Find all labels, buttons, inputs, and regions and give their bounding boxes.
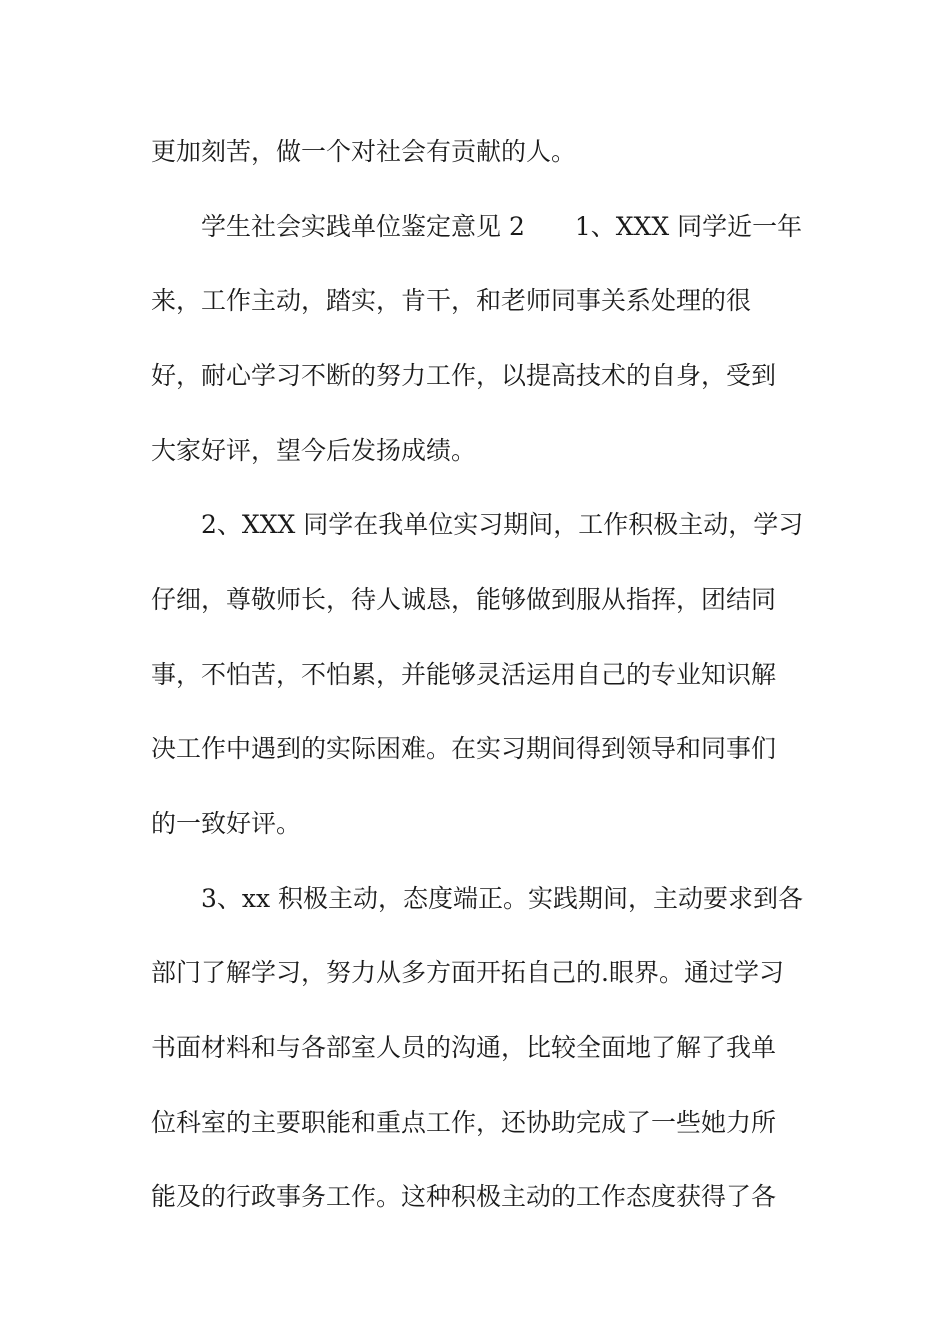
text-line: 事，不怕苦，不怕累，并能够灵活运用自己的专业知识解: [151, 660, 777, 689]
text-line: 决工作中遇到的实际困难。在实习期间得到领导和同事们: [151, 734, 777, 763]
text-line: 书面材料和与各部室人员的沟通，比较全面地了解了我单: [151, 1033, 777, 1062]
text-line: 位科室的主要职能和重点工作，还协助完成了一些她力所: [151, 1108, 777, 1137]
text-line: 部门了解学习，努力从多方面开拓自己的.眼界。通过学习: [151, 958, 784, 987]
text-line: 好，耐心学习不断的努力工作，以提高技术的自身，受到: [151, 361, 777, 390]
section-heading-line: 学生社会实践单位鉴定意见 2 1、XXX 同学近一年: [201, 212, 803, 241]
text-line: 能及的行政事务工作。这种积极主动的工作态度获得了各: [151, 1182, 777, 1211]
text-line: 更加刻苦，做一个对社会有贡献的人。: [151, 137, 577, 166]
text-line: 仔细，尊敬师长，待人诚恳，能够做到服从指挥，团结同: [151, 585, 777, 614]
text-line: 大家好评，望今后发扬成绩。: [151, 436, 477, 465]
text-line: 2、XXX 同学在我单位实习期间，工作积极主动，学习: [201, 510, 804, 539]
text-line: 来，工作主动，踏实，肯干，和老师同事关系处理的很: [151, 286, 752, 315]
text-line: 的一致好评。: [151, 809, 302, 838]
text-line: 3、xx 积极主动，态度端正。实践期间，主动要求到各: [201, 884, 804, 913]
